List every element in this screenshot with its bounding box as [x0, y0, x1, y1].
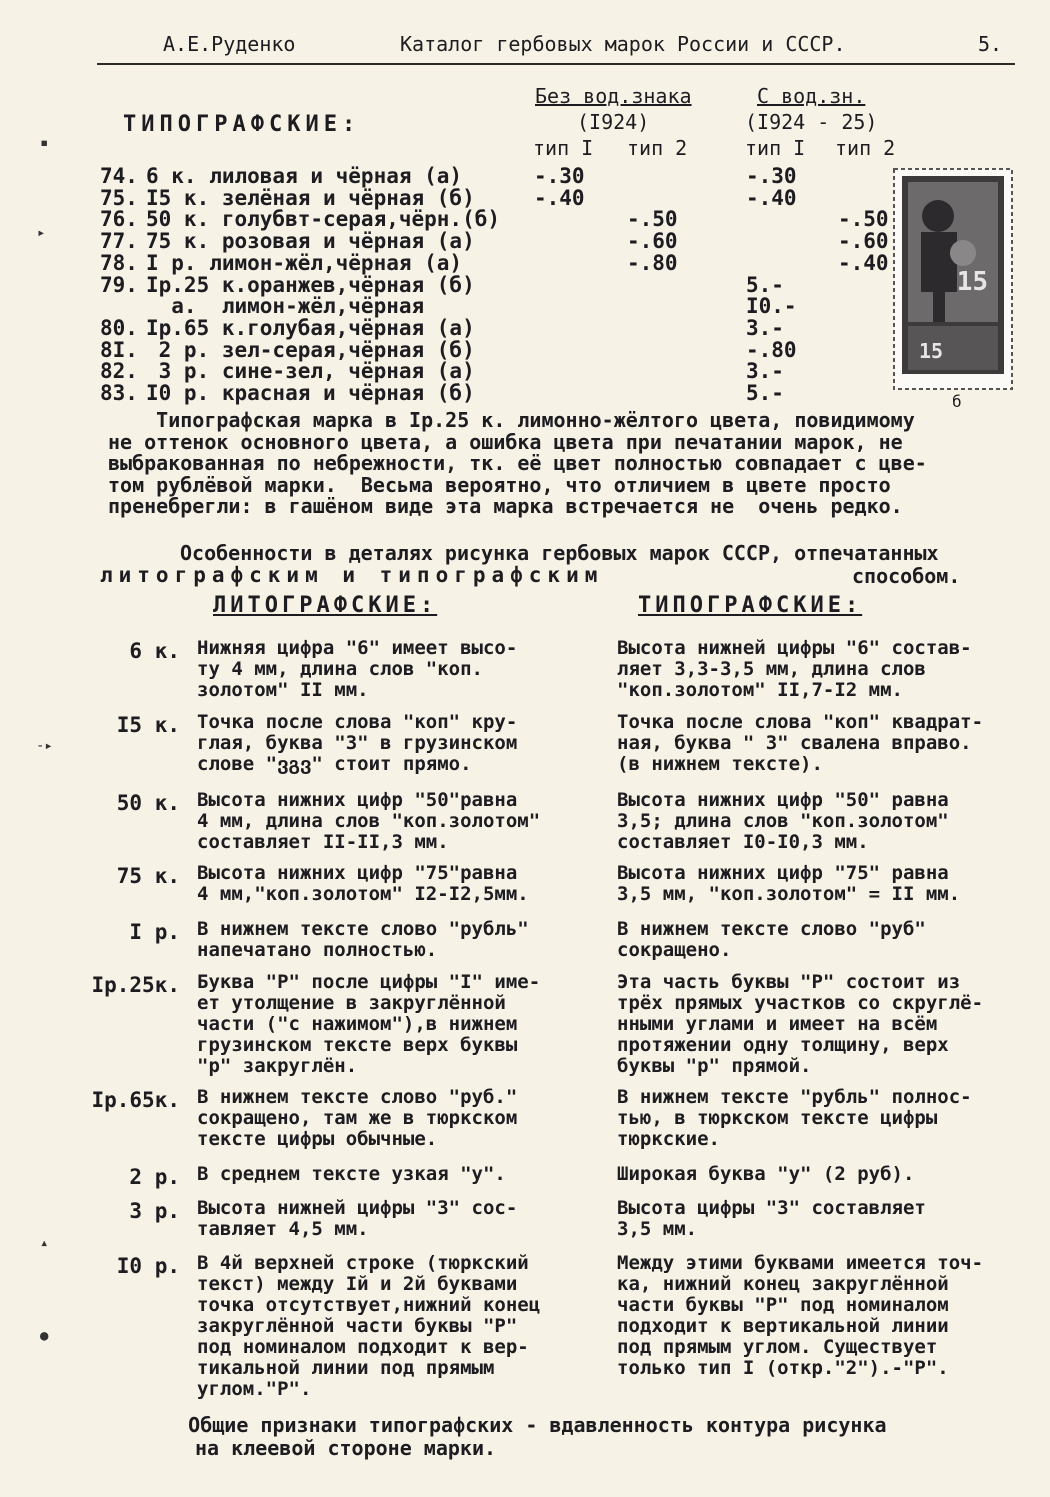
catalog-description: 75 к. розовая и чёрная (а)	[146, 229, 475, 254]
comparison-typo-text: Широкая буква "у" (2 руб).	[617, 1163, 915, 1185]
catalog-description: а. лимон-жёл,чёрная	[146, 294, 425, 319]
comparison-typo-text: В нижнем тексте "рубль" полнос- тью, в тюркском тексте цифры тюркские.	[617, 1086, 972, 1150]
catalog-price: 5.-	[746, 272, 784, 297]
comparison-denomination: 2 р.	[129, 1165, 180, 1189]
comparison-denomination: I0 р.	[116, 1254, 180, 1278]
catalog-description: 2 р. зел-серая,чёрная (б)	[146, 337, 475, 362]
col-no-watermark-year: (I924)	[577, 110, 650, 134]
comparison-litho-text: Буква "Р" после цифры "I" име- ет утолщение в закруглённой части ("с нажимом"),в нижнем грузинском тексте верх буквы "р" закруглён.	[197, 971, 541, 1077]
comparison-typo-text: Высота нижней цифры "6" состав- ляет 3,3-3,5 мм, длина слов "коп.золотом" II,7-I2 мм.	[617, 637, 972, 701]
section-title-typographic: ТИПОГРАФСКИЕ:	[123, 112, 361, 137]
comparison-litho-text: В среднем тексте узкая "у".	[197, 1163, 506, 1185]
catalog-title: Каталог гербовых марок России и СССР.	[400, 32, 846, 56]
page-number: 5.	[978, 32, 1003, 56]
catalog-number: 76.	[100, 207, 138, 232]
catalog-number: 75.	[100, 185, 138, 210]
col-watermark-year: (I924 - 25)	[745, 110, 878, 134]
comparison-litho-text: В нижнем тексте слово "рубль" напечатано полностью.	[197, 918, 529, 961]
catalog-price: -.30	[746, 164, 797, 188]
comparison-litho-text: Высота нижних цифр "75"равна 4 мм,"коп.золотом" I2-I2,5мм.	[197, 862, 529, 905]
paragraph-line: том рублёвой марки. Весьма вероятно, что отличием в цвете просто	[108, 472, 891, 497]
col-no-watermark: Без вод.знака	[535, 84, 692, 108]
catalog-price: 5.-	[746, 381, 784, 405]
comparison-denomination: 50 к.	[116, 791, 180, 815]
comparison-litho-text: В нижнем тексте слово "руб." сокращено, там же в тюркском тексте цифры обычные.	[197, 1086, 518, 1150]
catalog-number: 77.	[100, 229, 138, 254]
catalog-price: -.60	[838, 229, 889, 254]
catalog-number: 8I.	[100, 337, 138, 362]
catalog-price: I0.-	[746, 294, 797, 319]
col-watermark: С вод.зн.	[757, 84, 866, 108]
margin-mark: ●	[40, 1328, 49, 1344]
catalog-description: 50 к. голубвт-серая,чёрн.(б)	[146, 207, 501, 232]
col-litho-header: ЛИТОГРАФСКИЕ:	[213, 593, 438, 618]
comparison-denomination: Iр.65к.	[91, 1088, 180, 1112]
catalog-description: 3 р. сине-зел, чёрная (а)	[146, 359, 475, 384]
margin-mark: ▸	[37, 225, 46, 241]
features-title-line2b: способом.	[852, 564, 961, 588]
paragraph-line: не оттенок основного цвета, а ошибка цвета при печатании марок, не	[108, 429, 903, 454]
col-type1-nw: тип I	[533, 136, 594, 160]
margin-mark: ▴	[40, 1235, 49, 1251]
comparison-typo-text: Между этими буквами имеется точ- ка, нижний конец закруглённой части буквы "Р" под номиналом подходит к вертикальной линии под прямым углом. Существует только тип I (откр."2").-"Р".	[617, 1252, 984, 1379]
margin-mark: -▸	[36, 738, 53, 754]
stamp-value-top: 15	[956, 267, 988, 297]
catalog-number: 82.	[100, 359, 138, 384]
catalog-number: 74.	[100, 164, 138, 188]
catalog-description: I0 р. красная и чёрная (б)	[146, 381, 475, 405]
comparison-litho-text: В 4й верхней строке (тюркский текст) между Iй и 2й буквами точка отсутствует,нижний конец закруглённой части буквы "Р" под номиналом подходит к вер- тикальной линии под прямым углом."Р".	[197, 1252, 541, 1400]
comparison-denomination: 3 р.	[129, 1199, 180, 1223]
comparison-denomination: 75 к.	[116, 864, 180, 888]
catalog-description: I5 к. зелёная и чёрная (б)	[146, 185, 475, 210]
catalog-description: Iр.65 к.голубая,чёрная (а)	[146, 315, 475, 340]
catalog-price: -.80	[746, 337, 797, 362]
catalog-price: -.50	[627, 207, 678, 232]
col-type2-w: тип 2	[835, 136, 896, 160]
col-typo-header: ТИПОГРАФСКИЕ:	[638, 593, 863, 618]
comparison-denomination: I5 к.	[116, 713, 180, 737]
catalog-description: 6 к. лиловая и чёрная (а)	[146, 164, 463, 188]
comparison-typo-text: Высота нижних цифр "75" равна 3,5 мм, "коп.золотом" = II мм.	[617, 862, 961, 905]
features-title-line2a: литографским и типографским	[100, 563, 604, 587]
comparison-typo-text: Высота цифры "3" составляет 3,5 мм.	[617, 1197, 926, 1240]
catalog-price: -.60	[627, 229, 678, 254]
col-type2-nw: тип 2	[627, 136, 688, 160]
catalog-price: -.50	[838, 207, 889, 232]
comparison-litho-text: Нижняя цифра "6" имеет высо- ту 4 мм, длина слов "коп. золотом" II мм.	[197, 637, 518, 701]
comparison-typo-text: Эта часть буквы "Р" состоит из трёх прямых участков со скруглё- нными углами и имеет на всём протяжении одну толщину, верх буквы "р" прямой.	[617, 971, 984, 1077]
catalog-price: 3.-	[746, 315, 784, 340]
col-type1-w: тип I	[745, 136, 806, 160]
comparison-litho-text: Точка после слова "коп" кру- глая, буква "3" в грузинском слове "ვგვ" стоит прямо.	[197, 711, 518, 775]
footer-line1: Общие признаки типографских - вдавленность контура рисунка	[140, 1413, 887, 1437]
header-rule	[97, 63, 1015, 65]
catalog-number: 80.	[100, 315, 138, 340]
comparison-litho-text: Высота нижних цифр "50"равна 4 мм, длина слов "коп.золотом" составляет II-II,3 мм.	[197, 789, 541, 853]
catalog-number: 83.	[100, 381, 138, 405]
catalog-price: 3.-	[746, 359, 784, 384]
comparison-typo-text: В нижнем тексте слово "руб" сокращено.	[617, 918, 926, 961]
catalog-price: -.40	[746, 185, 797, 210]
paragraph-line: выбракованная по небрежности, тк. её цвет полностью совпадает с цве-	[108, 451, 927, 475]
comparison-denomination: Iр.25к.	[91, 973, 180, 997]
paragraph-line: пренебрегли: в гашёном виде эта марка встречается не очень редко.	[108, 494, 903, 518]
paragraph-line: Типографская марка в Iр.25 к. лимонно-жёлтого цвета, повидимому	[108, 408, 915, 432]
comparison-denomination: 6 к.	[129, 639, 180, 663]
comparison-typo-text: Точка после слова "коп" квадрат- ная, буква " 3" свалена вправо. (в нижнем тексте).	[617, 711, 984, 775]
catalog-price: -.80	[627, 250, 678, 275]
author: А.Е.Руденко	[163, 32, 296, 56]
comparison-typo-text: Высота нижних цифр "50" равна 3,5; длина слов "коп.золотом" составляет I0-I0,3 мм.	[617, 789, 949, 853]
catalog-description: Iр.25 к.оранжев,чёрная (б)	[146, 272, 475, 297]
catalog-description: I р. лимон-жёл,чёрная (а)	[146, 250, 463, 275]
comparison-litho-text: Высота нижней цифры "3" сос- тавляет 4,5 мм.	[197, 1197, 518, 1240]
stamp-illustration	[893, 168, 1013, 390]
catalog-price: -.40	[534, 185, 585, 210]
margin-mark: ▪	[40, 135, 49, 151]
catalog-number: 78.	[100, 250, 138, 275]
footer-line2: на клеевой стороне марки.	[195, 1436, 497, 1460]
catalog-price: -.30	[534, 164, 585, 188]
catalog-price: -.40	[838, 250, 889, 275]
features-title-line1: Особенности в деталях рисунка гербовых марок СССР, отпечатанных	[180, 541, 939, 565]
stamp-caption: б	[952, 392, 962, 411]
stamp-value-bottom: 15	[918, 339, 944, 363]
catalog-number: 79.	[100, 272, 138, 297]
comparison-denomination: I р.	[129, 920, 180, 944]
